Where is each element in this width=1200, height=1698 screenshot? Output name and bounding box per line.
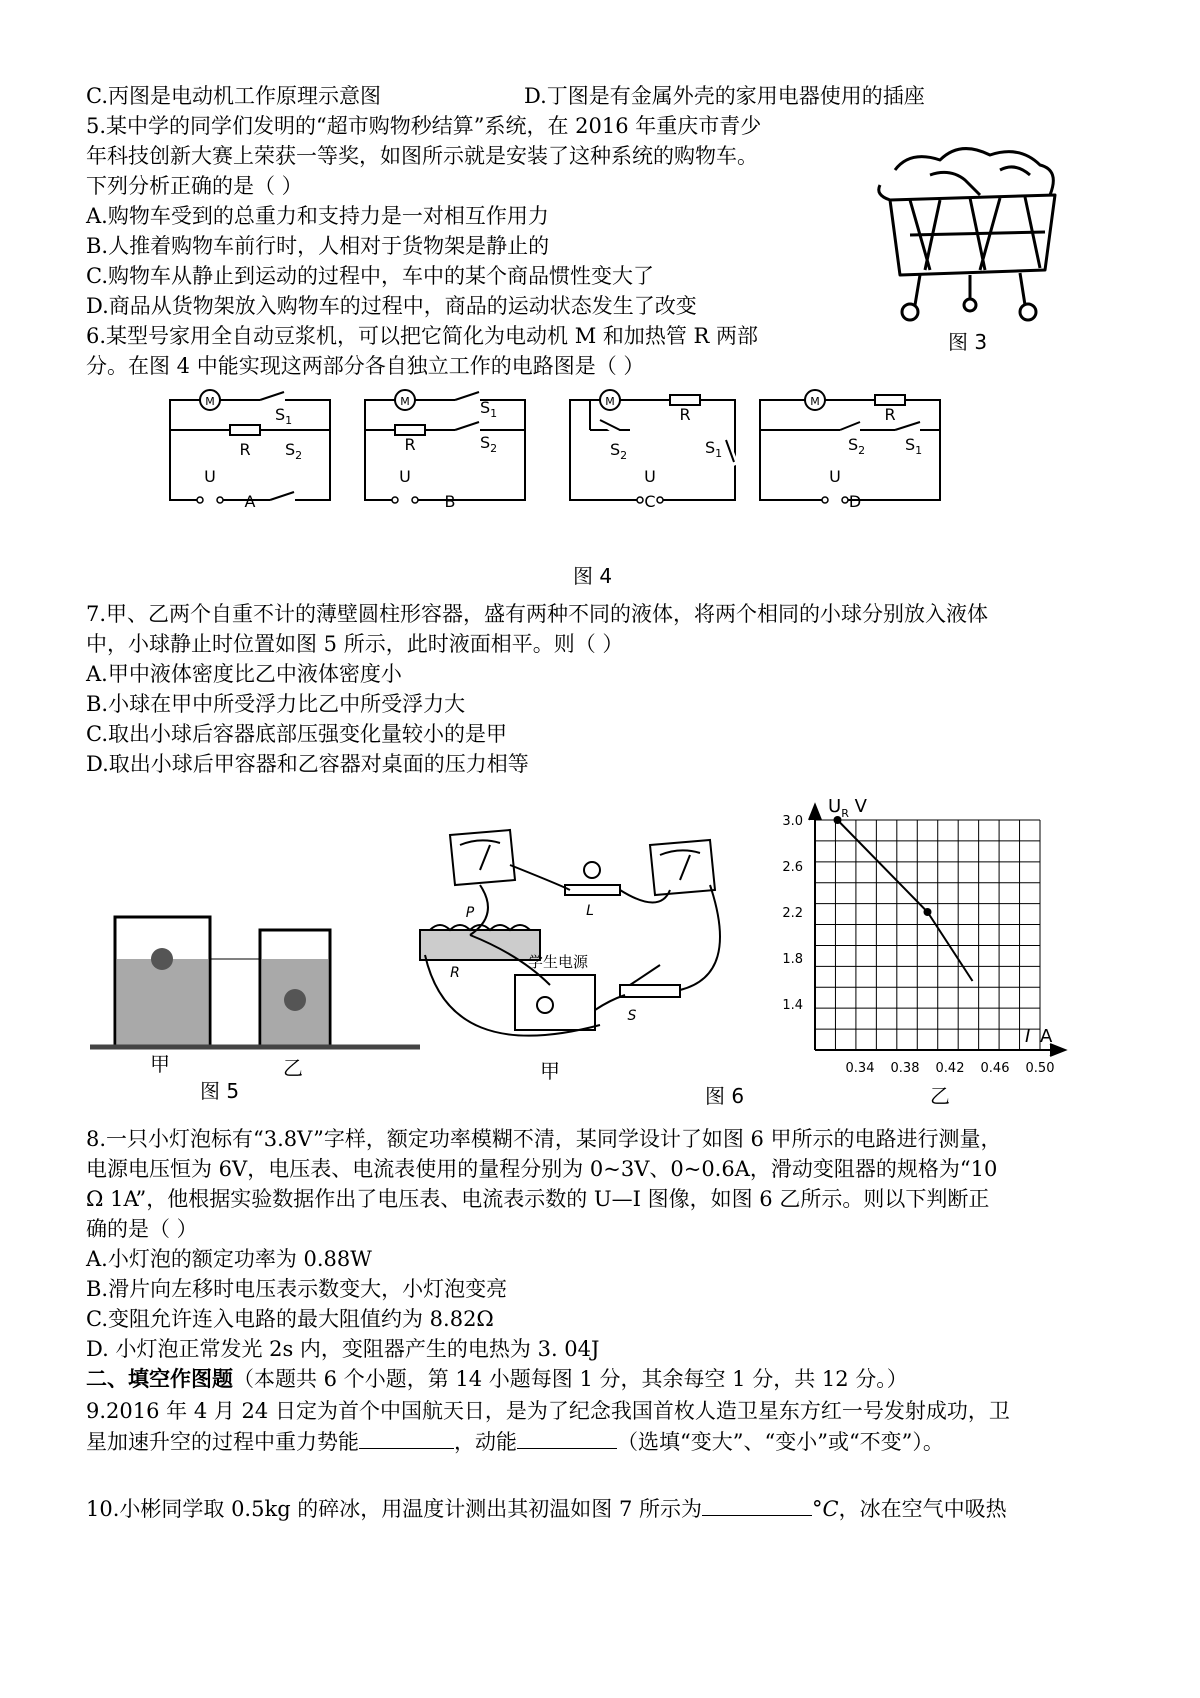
s-subscript: 1 <box>490 407 498 420</box>
motor-label: M <box>205 395 215 408</box>
s-label: S <box>705 438 716 457</box>
section2-note: （本题共 6 个小题，第 14 小题每图 1 分，其余每空 1 分，共 12 分。） <box>233 1367 908 1391</box>
x-tick-label: 0.42 <box>935 1061 965 1076</box>
s-subscript: 2 <box>858 444 866 457</box>
u-label: U <box>204 467 216 486</box>
fig4-caption: 图 4 <box>573 564 613 588</box>
r-label: R <box>884 405 896 424</box>
y-tick-label: 1.8 <box>782 952 803 967</box>
svg-text:S2 <box>610 440 627 462</box>
r-label: R <box>679 405 691 424</box>
q10-unit: °C <box>812 1497 839 1521</box>
apparatus-label-jia: 甲 <box>540 1059 560 1083</box>
q8-stem-4: 确的是（ ） <box>86 1217 198 1241</box>
shopping-cart-figure <box>870 140 1080 330</box>
x-tick-label: 0.34 <box>845 1061 875 1076</box>
q6-stem-1: 6.某型号家用全自动豆浆机，可以把它简化为电动机 M 和加热管 R 两部 <box>86 324 759 348</box>
s-subscript: 2 <box>490 442 498 455</box>
r-label: R <box>239 440 251 459</box>
circuit-diagrams <box>160 380 1040 540</box>
s-label: S <box>848 435 859 454</box>
s-subscript: 2 <box>295 449 303 462</box>
svg-text:S2 <box>285 440 302 462</box>
y-axis-label: $U_R$ V <box>828 796 867 820</box>
q5-option-d: D.商品从货物架放入购物车的过程中，商品的运动状态发生了改变 <box>86 294 697 318</box>
svg-text:S2 <box>848 435 865 457</box>
svg-text:S1 <box>480 398 497 420</box>
fig3-caption: 图 3 <box>948 330 988 354</box>
q8-stem-1: 8.一只小灯泡标有“3.8V”字样，额定功率模糊不清，某同学设计了如图 6 甲所示的电路进行测量， <box>86 1127 1002 1151</box>
q4-option-c: C.丙图是电动机工作原理示意图 <box>86 84 381 108</box>
q7-option-b: B.小球在甲中所受浮力比乙中所受浮力大 <box>86 692 466 716</box>
svg-text:S1 <box>905 435 922 457</box>
data-point <box>924 908 932 916</box>
s-label: S <box>285 440 296 459</box>
q7-stem-1: 7.甲、乙两个自重不计的薄壁圆柱形容器，盛有两种不同的液体，将两个相同的小球分别放入液体 <box>86 602 989 626</box>
ball-icon <box>284 989 306 1011</box>
graph-label-yi: 乙 <box>930 1084 950 1108</box>
q7-option-c: C.取出小球后容器底部压强变化量较小的是甲 <box>86 722 507 746</box>
fig6-caption: 图 6 <box>705 1084 745 1108</box>
u-label: U <box>644 467 656 486</box>
section2-title: 二、填空作图题 <box>86 1366 233 1391</box>
s-label: S <box>275 405 286 424</box>
r-label: R <box>404 435 416 454</box>
resistor-icon <box>670 395 700 405</box>
motor-label: M <box>605 395 615 408</box>
u-label: U <box>399 467 411 486</box>
y-tick-label: 2.6 <box>782 860 803 875</box>
q5-stem-2: 年科技创新大赛上荣获一等奖，如图所示就是安装了这种系统的购物车。 <box>86 144 758 168</box>
ball-icon <box>151 948 173 970</box>
s-label: S <box>610 440 621 459</box>
x-tick-label: 0.46 <box>980 1061 1010 1076</box>
q8-option-b: B.滑片向左移时电压表示数变大，小灯泡变亮 <box>86 1277 508 1301</box>
q9-blank-kinetic-energy[interactable] <box>517 1428 617 1449</box>
s-subscript: 2 <box>620 449 628 462</box>
s-label: S <box>905 435 916 454</box>
fig5-caption: 图 5 <box>200 1079 240 1103</box>
x-tick-label: 0.38 <box>890 1061 920 1076</box>
q7-option-a: A.甲中液体密度比乙中液体密度小 <box>86 662 402 686</box>
resistor-icon <box>875 395 905 405</box>
q5-stem-1: 5.某中学的同学们发明的“超市购物秒结算”系统，在 2016 年重庆市青少 <box>86 114 762 138</box>
u-label: U <box>829 467 841 486</box>
lamp-label: L <box>586 903 594 919</box>
q10-text-b: ，冰在空气中吸热 <box>838 1497 1007 1521</box>
motor-label: M <box>810 395 820 408</box>
svg-text:S1 <box>275 405 292 427</box>
section2-heading <box>86 1365 908 1393</box>
q9-stem-1: 9.2016 年 4 月 24 日定为首个中国航天日，是为了纪念我国首枚人造卫星东方红一号发射成功，卫 <box>86 1399 1010 1423</box>
motor-label: M <box>400 395 410 408</box>
q9-text-b: ，动能 <box>454 1430 517 1454</box>
s-subscript: 1 <box>285 414 293 427</box>
slider-label: P <box>465 905 475 921</box>
q8-stem-3: Ω 1A”，他根据实验数据作出了电压表、电流表示数的 U—I 图像，如图 6 乙所示。则以下判断正 <box>86 1187 990 1211</box>
q7-stem-2: 中，小球静止时位置如图 5 所示，此时液面相平。则（ ） <box>86 632 624 656</box>
series-line <box>838 820 973 981</box>
q4-option-d: D.丁图是有金属外壳的家用电器使用的插座 <box>524 84 925 108</box>
y-tick-label: 3.0 <box>782 814 803 829</box>
q8-option-d: D. 小灯泡正常发光 2s 内，变阻器产生的电热为 3. 04J <box>86 1337 600 1361</box>
resistor-icon <box>230 425 260 435</box>
circuit-label-d: D <box>848 492 862 511</box>
q5-option-b: B.人推着购物车前行时，人相对于货物架是静止的 <box>86 234 550 258</box>
y-tick-label: 2.2 <box>782 906 803 921</box>
q9-text-a: 星加速升空的过程中重力势能 <box>86 1430 359 1454</box>
q5-option-a: A.购物车受到的总重力和支持力是一对相互作用力 <box>86 204 549 228</box>
q5-option-c: C.购物车从静止到运动的过程中，车中的某个商品惯性变大了 <box>86 264 654 288</box>
q8-option-a: A.小灯泡的额定功率为 0.88W <box>86 1247 372 1271</box>
q10-blank-temperature[interactable] <box>702 1495 812 1516</box>
x-axis-label: I <box>1025 1026 1031 1047</box>
q5-stem-3: 下列分析正确的是（ ） <box>86 174 303 198</box>
x-tick-label: 0.50 <box>1025 1061 1055 1076</box>
q8-stem-2: 电源电压恒为 6V，电压表、电流表使用的量程分别为 0~3V、0~0.6A，滑动变阻器的规格为“10 <box>86 1157 998 1181</box>
q6-stem-2: 分。在图 4 中能实现这两部分各自独立工作的电路图是（ ） <box>86 354 645 378</box>
circuit-label-a: A <box>244 492 256 511</box>
container-label-yi: 乙 <box>283 1056 303 1080</box>
q10-text-a: 10.小彬同学取 0.5kg 的碎冰，用温度计测出其初温如图 7 所示为 <box>86 1497 703 1521</box>
q9-text-c: （选填“变大”、“变小”或“不变”）。 <box>617 1430 944 1454</box>
circuit-label-c: C <box>644 492 656 511</box>
containers-figure <box>90 905 420 1075</box>
s-label: S <box>480 398 491 417</box>
container-label-jia: 甲 <box>150 1052 170 1076</box>
switch-label: S <box>627 1008 637 1024</box>
s-subscript: 1 <box>715 447 723 460</box>
power-supply-label: 学生电源 <box>527 953 589 971</box>
rheostat-label: R <box>450 965 460 981</box>
q8-option-c: C.变阻允许连入电路的最大阻值约为 8.82Ω <box>86 1307 494 1331</box>
q10-stem-1 <box>86 1495 1007 1523</box>
circuit-label-b: B <box>444 492 456 511</box>
q9-stem-2 <box>86 1428 944 1456</box>
s-subscript: 1 <box>915 444 923 457</box>
resistor-icon <box>395 425 425 435</box>
q7-option-d: D.取出小球后甲容器和乙容器对桌面的压力相等 <box>86 752 529 776</box>
ui-graph-chart <box>720 790 1080 1110</box>
q9-blank-potential-energy[interactable] <box>359 1428 454 1449</box>
y-tick-label: 1.4 <box>782 998 803 1013</box>
x-axis-unit: A <box>1040 1026 1053 1047</box>
svg-text:S1 <box>705 438 722 460</box>
s-label: S <box>480 433 491 452</box>
svg-text:S2 <box>480 433 497 455</box>
